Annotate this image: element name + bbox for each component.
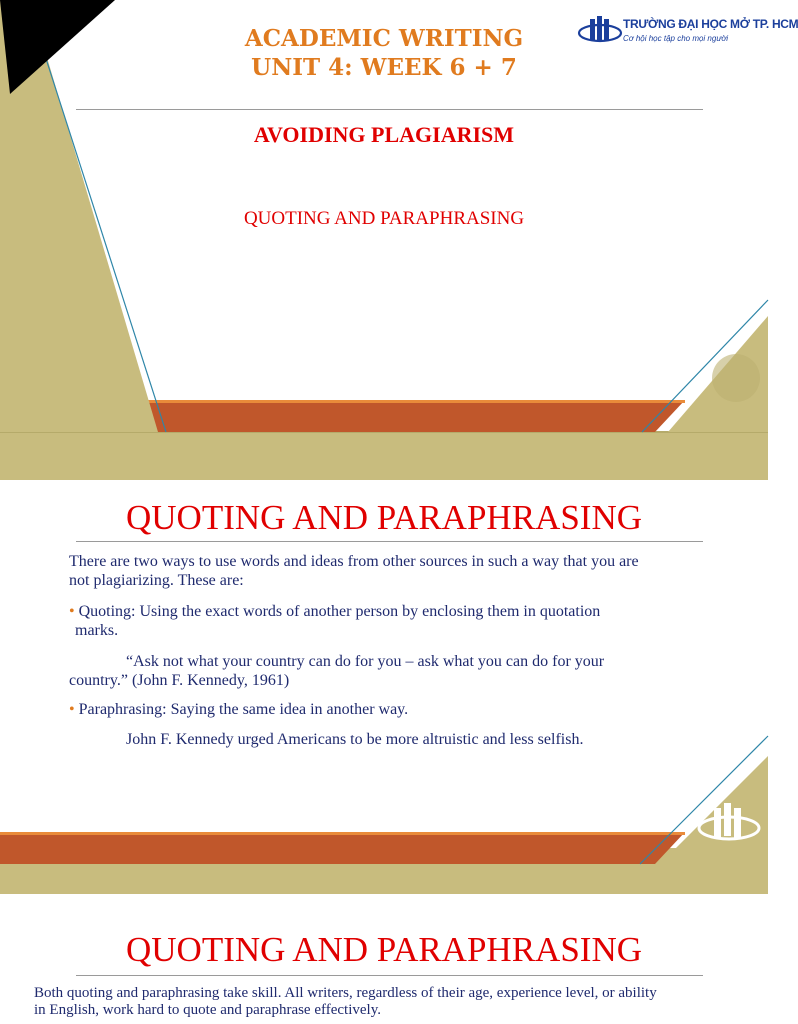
title-divider: [76, 109, 703, 110]
right-olive-circle: [712, 354, 760, 402]
slide-topic: QUOTING AND PARAPHRASING: [243, 208, 525, 229]
orange-band-highlight: [0, 832, 685, 835]
slide-subtitle: AVOIDING PLAGIARISM: [253, 122, 515, 147]
title-divider: [76, 541, 703, 542]
quote-line-1: “Ask not what your country can do for you – ask what you can do for your: [126, 653, 605, 670]
slide-title: QUOTING AND PARAPHRASING: [126, 498, 642, 537]
title-slide: [0, 0, 798, 480]
bottom-olive-band: [0, 432, 768, 480]
bullet-symbol: •: [69, 701, 75, 718]
quote-line-2: country.” (John F. Kennedy, 1961): [69, 672, 290, 689]
university-logo-icon: [578, 14, 622, 50]
quoting-text-line-2: marks.: [75, 622, 119, 639]
skill-line-1: Both quoting and paraphrasing take skill. All writers, regardless of their age, experience level, or ability: [34, 985, 657, 1001]
university-logo: [578, 14, 798, 50]
orange-band-highlight: [142, 400, 685, 403]
title-line-1: ACADEMIC WRITING: [244, 25, 524, 52]
university-name: TRƯỜNG ĐẠI HỌC MỞ TP. HCM: [623, 17, 798, 31]
paraphrase-example: John F. Kennedy urged Americans to be more altruistic and less selfish.: [126, 731, 584, 748]
orange-band: [142, 400, 685, 432]
kennedy-quote: [69, 652, 729, 690]
skill-paragraph: [34, 985, 744, 1019]
content-slide-quoting-paraphrasing: [0, 486, 768, 894]
content-slide-skill: [0, 900, 768, 1024]
intro-paragraph: [69, 552, 729, 590]
bullet-paraphrasing: [69, 700, 729, 719]
paraphrasing-text: Paraphrasing: Saying the same idea in another way.: [78, 701, 409, 718]
slide-title: QUOTING AND PARAPHRASING: [126, 930, 642, 969]
slide2-background: [0, 486, 768, 894]
bullet-quoting: [69, 602, 729, 640]
university-tagline: Cơ hội học tập cho mọi người: [623, 34, 729, 43]
bullet-symbol: •: [69, 603, 75, 620]
title-divider: [76, 975, 703, 976]
skill-line-2: in English, work hard to quote and paraphrase effectively.: [34, 1002, 381, 1018]
title-line-2: UNIT 4: WEEK 6 + 7: [251, 54, 517, 81]
university-watermark-icon: [696, 800, 762, 852]
quoting-text-line-1: Quoting: Using the exact words of another person by enclosing them in quotation: [78, 603, 601, 620]
intro-line-1: There are two ways to use words and ideas from other sources in such a way that you are: [69, 553, 639, 570]
orange-band: [0, 832, 685, 864]
intro-line-2: not plagiarizing. These are:: [69, 572, 244, 589]
